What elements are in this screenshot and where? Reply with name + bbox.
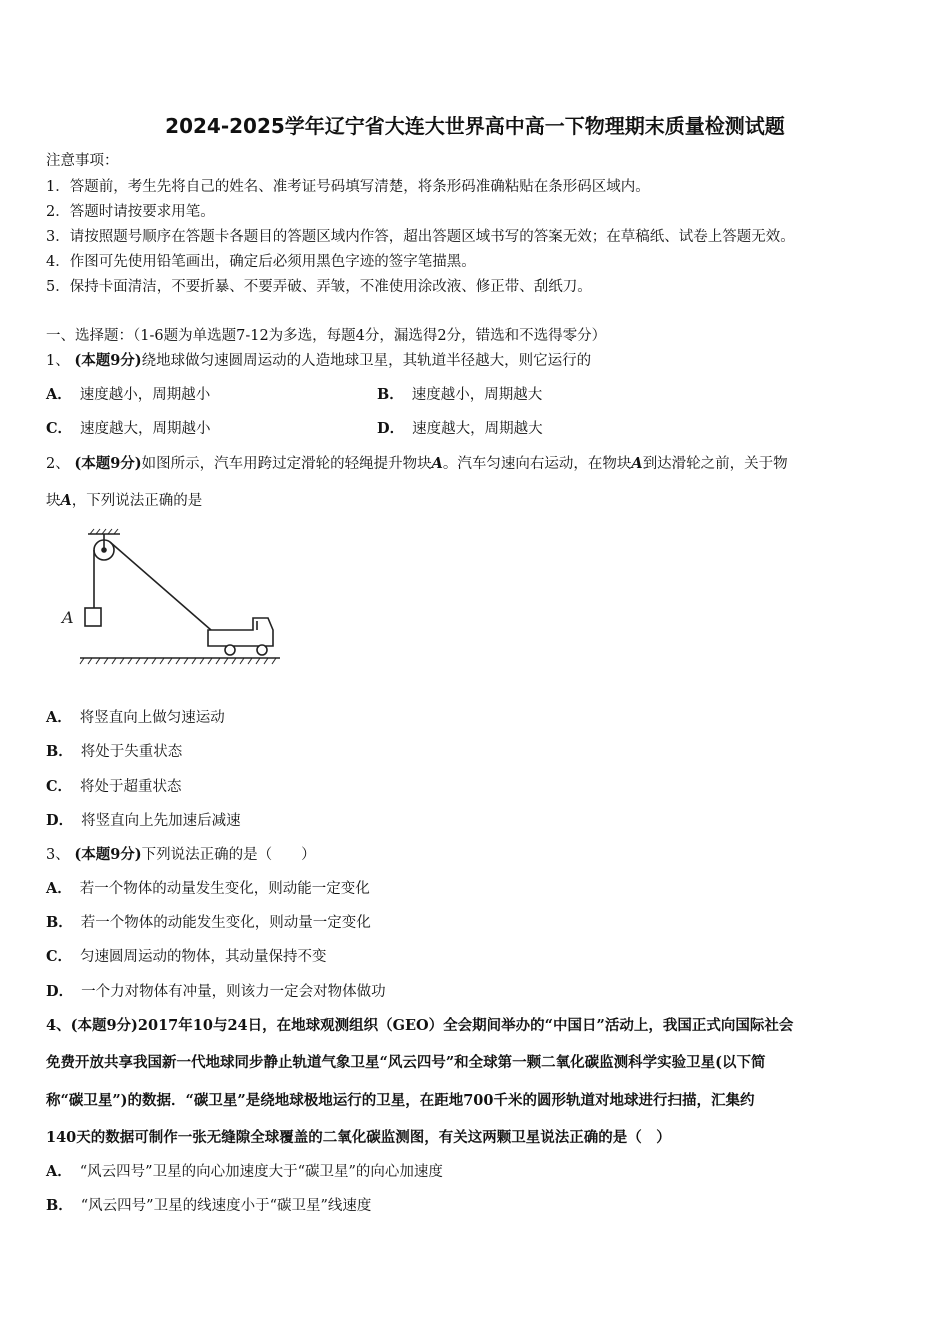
question-1-option-d[interactable] <box>377 419 543 439</box>
option-text: 速度越大，周期越小 <box>80 421 211 437</box>
question-text: 到达滑轮之前，关于物 <box>642 456 788 472</box>
option-label: D． <box>46 983 74 1000</box>
question-text: 下列说法正确的是（ ） <box>141 847 316 863</box>
question-2-option-b[interactable] <box>46 742 182 762</box>
question-4-option-b[interactable] <box>46 1196 371 1216</box>
question-text: 。汽车匀速向右运动，在物块 <box>442 456 632 472</box>
question-3-option-c[interactable] <box>46 947 327 967</box>
option-label: C． <box>46 778 73 795</box>
block-symbol: A <box>60 492 72 509</box>
question-4-stem-cont: 免费开放共享我国新一代地球同步静止轨道气象卫星“风云四号”和全球第一颗二氧化碳监测科学实验卫星(以下简 <box>46 1054 766 1071</box>
truck-wheel <box>257 645 267 655</box>
option-text: 速度越小，周期越大 <box>411 387 543 403</box>
question-text: 如图所示，汽车用跨过定滑轮的轻绳提升物块 <box>141 456 432 472</box>
notice-item: 1．答题前，考生先将自己的姓名、准考证号码填写清楚，将条形码准确粘贴在条形码区域内。 <box>46 179 650 195</box>
question-4-stem-cont: 140天的数据可制作一张无缝隙全球覆盖的二氧化碳监测图，有关这两颗卫星说法正确的是（ ） <box>46 1129 671 1146</box>
option-text: 将处于失重状态 <box>80 744 183 760</box>
question-1-option-b[interactable] <box>377 385 542 405</box>
truck-body <box>208 618 273 646</box>
notice-heading: 注意事项： <box>46 153 119 169</box>
question-4-stem-cont: 称“碳卫星”)的数据．“碳卫星”是绕地球极地运行的卫星，在距地700千米的圆形轨道对地球进行扫描，汇集约 <box>46 1092 755 1109</box>
page-title: 2024-2025学年辽宁省大连大世界高中高一下物理期末质量检测试题 <box>165 114 785 138</box>
question-text: 绕地球做匀速圆周运动的人造地球卫星，其轨道半径越大，则它运行的 <box>141 353 592 369</box>
question-text: 2017年10与24日，在地球观测组织（GEO）全会期间举办的“中国日”活动上，我国正式向国际社会 <box>137 1017 794 1034</box>
option-label: B． <box>46 743 73 760</box>
option-text: 速度越大，周期越大 <box>412 421 543 437</box>
question-score: (本题9分) <box>70 1017 138 1034</box>
option-text: 将竖直向上先加速后减速 <box>81 813 241 829</box>
question-2-stem-cont <box>46 491 202 511</box>
section-heading: 一、选择题：（1-6题为单选题7-12为多选，每题4分，漏选得2分，错选和不选得零分） <box>46 328 607 344</box>
option-label: A． <box>46 386 72 403</box>
rope-slanted <box>110 542 211 630</box>
question-number: 4、 <box>46 1017 71 1034</box>
question-1-stem <box>46 351 591 371</box>
question-3-option-d[interactable] <box>46 982 386 1002</box>
block-a <box>85 608 101 626</box>
notice-item: 2．答题时请按要求用笔。 <box>46 204 215 220</box>
notice-item: 4．作图可先使用铅笔画出，确定后必须用黑色字迹的签字笔描黑。 <box>46 254 476 270</box>
question-3-option-a[interactable] <box>46 879 370 899</box>
question-number: 3、 <box>46 847 70 863</box>
question-number: 1、 <box>46 353 70 369</box>
question-2-option-a[interactable] <box>46 708 225 728</box>
option-text: 将竖直向上做匀速运动 <box>79 710 225 726</box>
notice-item: 5．保持卡面清洁，不要折暴、不要弄破、弄皱，不准使用涂改液、修正带、刮纸刀。 <box>46 279 592 295</box>
option-text: 将处于超重状态 <box>80 779 182 795</box>
question-score: (本题9分) <box>74 352 142 369</box>
option-text: 一个力对物体有冲量，则该力一定会对物体做功 <box>81 984 386 1000</box>
block-symbol: A <box>631 455 643 472</box>
option-text: 匀速圆周运动的物体，其动量保持不变 <box>80 949 327 965</box>
option-text: “风云四号”卫星的线速度小于“碳卫星”线速度 <box>80 1198 372 1214</box>
option-label: C． <box>46 420 73 437</box>
option-text: 若一个物体的动能发生变化，则动量一定变化 <box>80 915 371 931</box>
option-label: B． <box>46 1197 73 1214</box>
option-text: 速度越小，周期越小 <box>79 387 211 403</box>
option-label: A． <box>46 880 72 897</box>
option-label: D． <box>46 812 74 829</box>
question-score: (本题9分) <box>74 846 142 863</box>
option-label: B． <box>46 914 73 931</box>
option-label: D． <box>377 420 405 437</box>
pulley-axle <box>102 548 106 552</box>
block-symbol: A <box>431 455 443 472</box>
option-label: A． <box>46 1163 72 1180</box>
question-4-stem <box>46 1016 793 1036</box>
ground-hatch <box>80 658 276 664</box>
option-label: A． <box>46 709 72 726</box>
question-score: (本题9分) <box>74 455 142 472</box>
option-text: 若一个物体的动量发生变化，则动能一定变化 <box>79 881 370 897</box>
question-number: 2、 <box>46 456 70 472</box>
figure-label-a: A <box>62 608 74 627</box>
pulley-truck-figure <box>58 528 288 676</box>
option-text: “风云四号”卫星的向心加速度大于“碳卫星”的向心加速度 <box>79 1164 443 1180</box>
question-1-option-a[interactable] <box>46 385 210 405</box>
question-2-stem <box>46 454 788 474</box>
question-2-option-c[interactable] <box>46 777 182 797</box>
question-1-option-c[interactable] <box>46 419 211 439</box>
question-text: 块 <box>46 493 61 509</box>
question-3-option-b[interactable] <box>46 913 371 933</box>
question-4-option-a[interactable] <box>46 1162 443 1182</box>
option-label: C． <box>46 948 73 965</box>
truck-wheel <box>225 645 235 655</box>
option-label: B． <box>377 386 404 403</box>
question-2-option-d[interactable] <box>46 811 241 831</box>
question-text: ，下列说法正确的是 <box>71 493 203 509</box>
notice-item: 3．请按照题号顺序在答题卡各题目的答题区域内作答，超出答题区域书写的答案无效；在草稿纸、试卷上答题无效。 <box>46 229 795 245</box>
question-3-stem <box>46 845 316 865</box>
